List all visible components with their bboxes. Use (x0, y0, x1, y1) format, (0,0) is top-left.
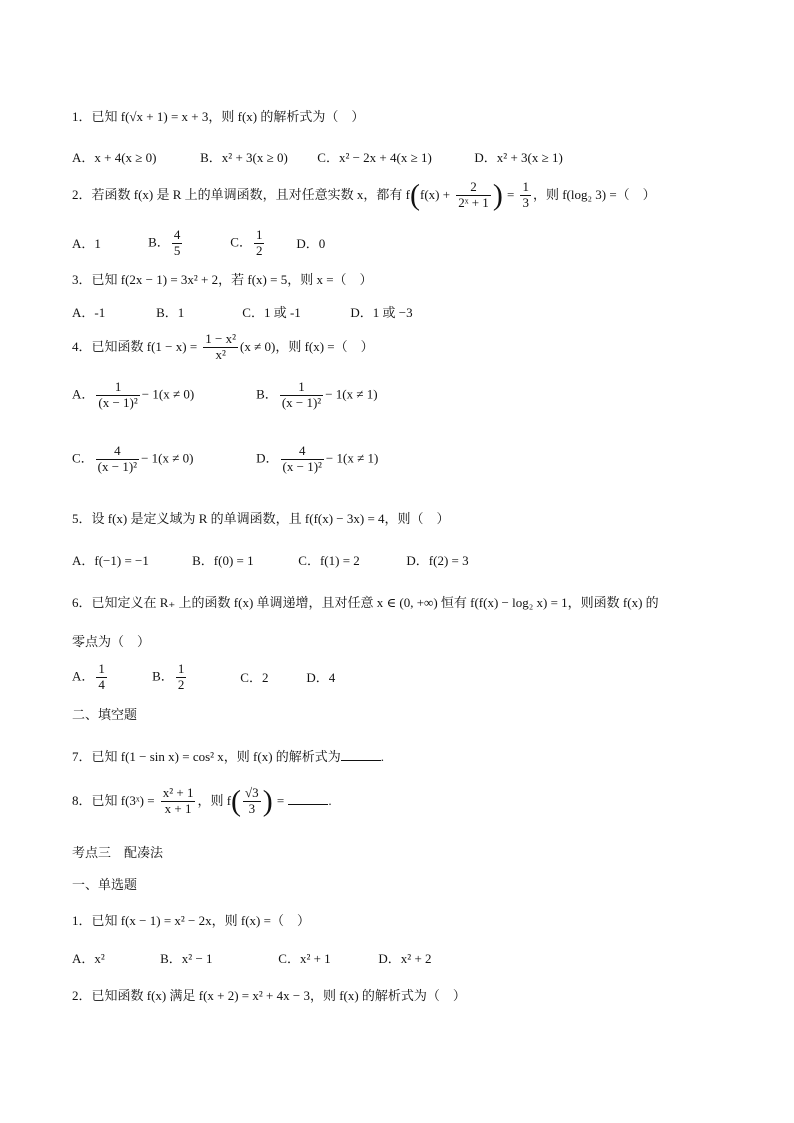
q4-option-b-den: (x − 1)² (281, 394, 322, 410)
q4-option-c-tail: − 1(x ≠ 0) (141, 450, 194, 466)
q4-option-d-label: D． (256, 450, 279, 466)
q5-option-d[interactable]: D．f(2) = 3 (406, 553, 469, 568)
question-6-options (72, 662, 335, 693)
q5-option-c[interactable]: C．f(1) = 2 (298, 553, 360, 568)
q4-den: x² (215, 346, 226, 362)
q4-option-a-num: 1 (96, 380, 139, 396)
q2-rhs-fraction (520, 180, 531, 211)
question-1 (72, 110, 364, 124)
q8-pre: 8．已知 f(3ˣ) = (72, 792, 155, 808)
q2-paren-open: ( (410, 178, 420, 212)
q8-arg-num: √3 (245, 785, 259, 800)
q3-option-b[interactable]: B．1 (156, 305, 185, 320)
q8-arg-fraction (243, 786, 261, 817)
question-4-options-row1 (72, 380, 378, 411)
section-fill-in-heading: 二、填空题 (72, 708, 138, 723)
q4-option-c-den: (x − 1)² (97, 458, 138, 474)
question-2 (72, 180, 656, 211)
q7-pre: 7．已知 f(1 − sin x) = cos² x，则 f(x) 的解析式为 (72, 749, 341, 764)
question-7 (72, 748, 384, 764)
q4-option-a-den: (x − 1)² (98, 394, 138, 410)
q8-post: . (328, 792, 332, 808)
q6-option-b-den: 2 (177, 676, 185, 692)
q3-option-d[interactable]: D．1 或 −3 (350, 305, 413, 320)
question-4 (72, 332, 374, 363)
q6-option-a-frac (96, 662, 107, 693)
question-5-options (72, 554, 469, 568)
question-8 (72, 786, 332, 817)
q7-answer-blank[interactable] (341, 748, 381, 761)
practice-1-options (72, 952, 432, 966)
q2-option-b-frac (172, 228, 183, 259)
q2-option-d[interactable]: D．0 (296, 235, 326, 251)
q8-num: x² + 1 (162, 785, 194, 800)
q2-option-c-frac (254, 228, 265, 259)
q2-rhs-num: 1 (522, 179, 529, 194)
practice-2-text: 2．已知函数 f(x) 满足 f(x + 2) = x² + 4x − 3，则 f(x) 的解析式为（ ） (72, 988, 466, 1003)
q2-option-c[interactable] (230, 228, 292, 259)
q4-option-a-frac (96, 380, 139, 411)
q4-option-b[interactable] (256, 380, 377, 411)
q4-option-d-frac (281, 444, 324, 475)
q8-den: x + 1 (164, 800, 192, 816)
q8-paren-open: ( (231, 784, 242, 818)
q4-fraction (203, 332, 238, 363)
q4-num: 1 − x² (205, 331, 237, 346)
q6-option-b-label: B． (152, 668, 174, 684)
q4-option-c[interactable] (72, 444, 252, 475)
q1-option-a[interactable]: A．x + 4(x ≥ 0) (72, 150, 157, 165)
q5-option-a[interactable]: A．f(−1) = −1 (72, 553, 149, 568)
q6-option-b-frac (176, 662, 187, 693)
q2-option-b-label: B． (148, 234, 170, 250)
q6-option-a-den: 4 (98, 676, 105, 692)
q4-post: (x ≠ 0)，则 f(x) =（ ） (240, 338, 374, 354)
q6-option-b[interactable] (152, 662, 236, 693)
practice-2 (72, 989, 466, 1003)
q1-option-d[interactable]: D．x² + 3(x ≥ 1) (474, 150, 563, 165)
question-5 (72, 512, 450, 526)
practice-1 (72, 914, 310, 928)
q4-pre: 4．已知函数 f(1 − x) = (72, 338, 198, 354)
q2-eq: = (506, 186, 515, 202)
q2-paren-close: ) (492, 178, 503, 212)
question-1-text: 1．已知 f(√x + 1) = x + 3，则 f(x) 的解析式为（ ） (72, 109, 365, 124)
q2-option-c-num: 1 (255, 227, 263, 242)
q4-option-b-num: 1 (280, 380, 323, 396)
q6-option-a-label: A． (72, 668, 95, 684)
q2-option-a[interactable]: A．1 (72, 235, 101, 251)
q3-option-a[interactable]: A．-1 (72, 305, 106, 320)
topic-heading: 考点三 配凑法 (72, 846, 164, 861)
q2-pre: 2．若函数 f(x) 是 R 上的单调函数，且对任意实数 x，都有 f (72, 186, 410, 202)
q6-option-a-num: 1 (98, 661, 105, 676)
q2-frac-den: 2ˣ + 1 (458, 194, 489, 210)
q2-option-b-den: 5 (173, 242, 181, 258)
q4-option-c-label: C． (72, 450, 94, 466)
q8-arg-den: 3 (248, 800, 256, 816)
question-2-options (72, 228, 325, 259)
q2-option-c-label: C． (230, 234, 252, 250)
q1-option-b[interactable]: B．x² + 3(x ≥ 0) (200, 150, 288, 165)
q4-option-a[interactable] (72, 380, 252, 411)
q8-fraction (161, 786, 196, 817)
q2-post: ，则 f(log₂ 3) =（ ） (532, 186, 656, 202)
q6-option-b-num: 1 (177, 661, 185, 676)
q2-rhs-den: 3 (522, 194, 529, 210)
q4-option-b-frac (280, 380, 323, 411)
q4-option-d[interactable] (256, 444, 378, 475)
q8-mid: ，则 f (197, 792, 232, 808)
question-6-line1 (72, 596, 659, 610)
q2-fraction (456, 180, 491, 211)
q5-option-b[interactable]: B．f(0) = 1 (192, 553, 254, 568)
question-1-options (72, 151, 563, 165)
question-5-text: 5．设 f(x) 是定义域为 R 的单调函数，且 f(f(x) − 3x) = 4，则（ ） (72, 511, 450, 526)
q1-option-c[interactable]: C．x² − 2x + 4(x ≥ 1) (317, 150, 432, 165)
question-3-text: 3．已知 f(2x − 1) = 3x² + 2，若 f(x) = 5，则 x =（ ） (72, 272, 373, 287)
q8-paren-close: ) (262, 784, 273, 818)
section-single-choice-heading: 一、单选题 (72, 878, 138, 893)
q6-option-a[interactable] (72, 662, 148, 693)
question-6-line1-text: 6．已知定义在 R₊ 上的函数 f(x) 单调递增，且对任意 x ∈ (0, +∞) 恒有 f(f(x) − log₂ x) = 1，则函数 f(x) 的 (72, 595, 659, 610)
q4-option-c-num: 4 (96, 444, 139, 460)
q4-option-d-den: (x − 1)² (282, 458, 322, 474)
q4-option-b-label: B． (256, 386, 278, 402)
p1-option-d[interactable]: D．x² + 2 (378, 951, 432, 966)
question-6-line2-text: 零点为（ ） (72, 634, 151, 649)
q2-inner: f(x) + (420, 186, 451, 202)
p1-option-c[interactable]: C．x² + 1 (278, 951, 331, 966)
q3-option-c[interactable]: C．1 或 -1 (242, 305, 301, 320)
q4-option-a-tail: − 1(x ≠ 0) (141, 386, 195, 402)
q4-option-d-num: 4 (281, 444, 324, 460)
q4-option-b-tail: − 1(x ≠ 1) (325, 386, 378, 402)
q6-option-d[interactable]: D．4 (306, 669, 336, 685)
question-3 (72, 273, 373, 287)
q8-eq: = (276, 792, 285, 808)
q4-option-a-label: A． (72, 386, 95, 402)
q2-option-b[interactable] (148, 228, 226, 259)
question-3-options (72, 306, 413, 320)
question-6-line2 (72, 635, 150, 649)
p1-option-b[interactable]: B．x² − 1 (160, 951, 213, 966)
practice-1-text: 1．已知 f(x − 1) = x² − 2x，则 f(x) =（ ） (72, 913, 310, 928)
q7-post: . (380, 749, 385, 764)
q2-frac-num: 2 (456, 180, 491, 196)
q8-answer-blank[interactable] (288, 792, 328, 805)
q2-option-b-num: 4 (173, 227, 181, 242)
question-4-options-row2 (72, 444, 378, 475)
p1-option-a[interactable]: A．x² (72, 951, 105, 966)
q2-option-c-den: 2 (255, 242, 263, 258)
q4-option-c-frac (96, 444, 139, 475)
q6-option-c[interactable]: C．2 (240, 669, 269, 685)
q4-option-d-tail: − 1(x ≠ 1) (325, 450, 379, 466)
